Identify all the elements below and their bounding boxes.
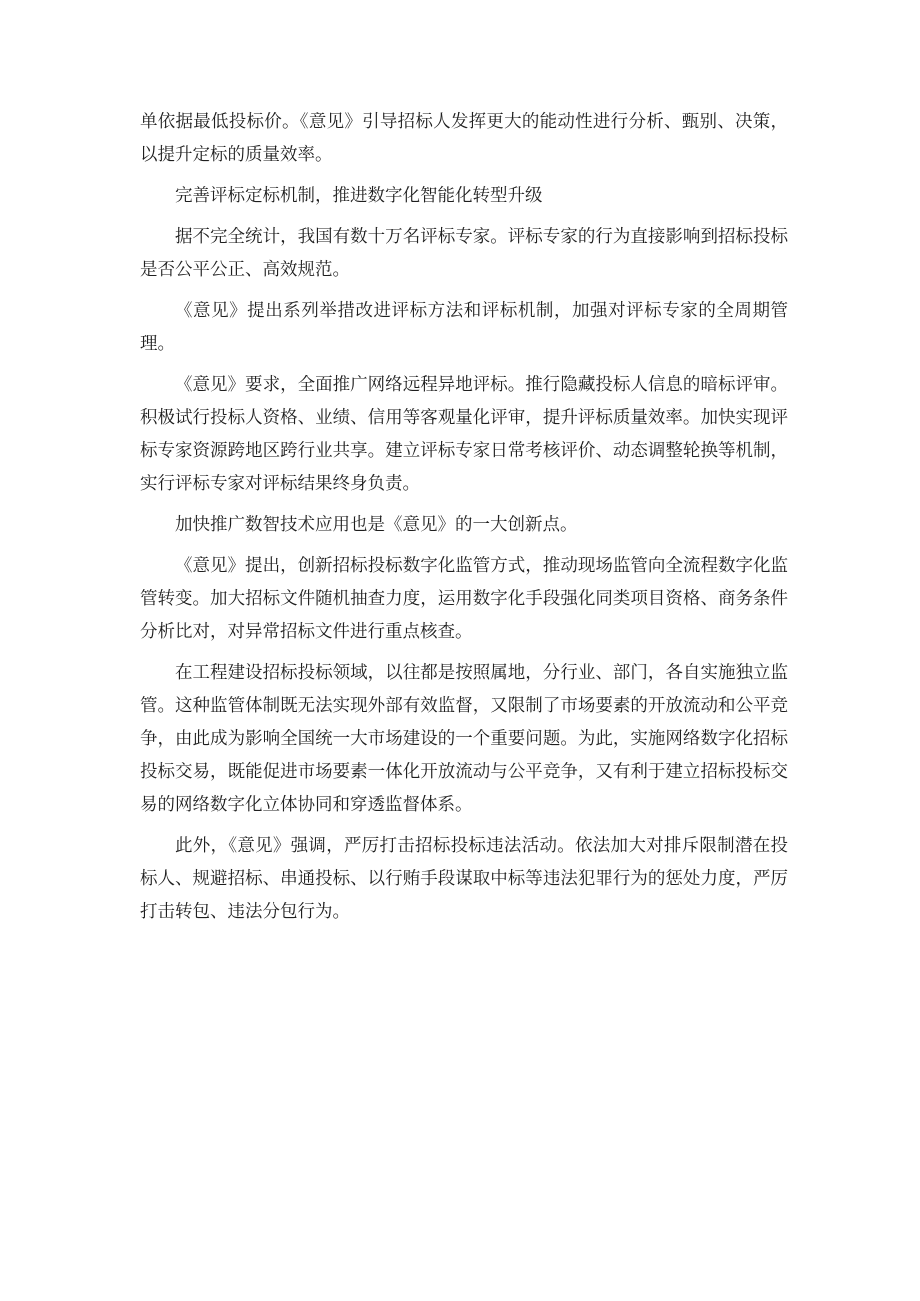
paragraph: 据不完全统计，我国有数十万名评标专家。评标专家的行为直接影响到招标投标是否公平公正、高效规范。: [140, 227, 788, 280]
document-body: [140, 106, 788, 937]
paragraph: 此外，《意见》强调，严厉打击招标投标违法活动。依法加大对排斥限制潜在投标人、规避招标、串通投标、以行贿手段谋取中标等违法犯罪行为的惩处力度，严厉打击转包、违法分包行为。: [140, 836, 788, 922]
paragraph: 《意见》要求，全面推广网络远程异地评标。推行隐藏投标人信息的暗标评审。积极试行投标人资格、业绩、信用等客观量化评审，提升评标质量效率。加快实现评标专家资源跨地区跨行业共享。建立评标专家日常考核评价、动态调整轮换等机制，实行评标专家对评标结果终身负责。: [140, 375, 788, 494]
section-heading: 完善评标定标机制，推进数字化智能化转型升级: [175, 186, 543, 206]
paragraph: 《意见》提出，创新招标投标数字化监管方式，推动现场监管向全流程数字化监管转变。加大招标文件随机抽查力度，运用数字化手段强化同类项目资格、商务条件分析比对，对异常招标文件进行重点核查。: [140, 556, 788, 642]
paragraph: 在工程建设招标投标领域，以往都是按照属地，分行业、部门，各自实施独立监管。这种监管体制既无法实现外部有效监督，又限制了市场要素的开放流动和公平竞争，由此成为影响全国统一大市场建设的一个重要问题。为此，实施网络数字化招标投标交易，既能促进市场要素一体化开放流动与公平竞争，又有利于建立招标投标交易的网络数字化立体协同和穿透监督体系。: [140, 663, 788, 815]
paragraph: 《意见》提出系列举措改进评标方法和评标机制，加强对评标专家的全周期管理。: [140, 301, 788, 354]
paragraph: 加快推广数智技术应用也是《意见》的一大创新点。: [175, 515, 578, 535]
paragraph: 单依据最低投标价。《意见》引导招标人发挥更大的能动性进行分析、甄别、决策，以提升定标的质量效率。: [140, 112, 788, 165]
